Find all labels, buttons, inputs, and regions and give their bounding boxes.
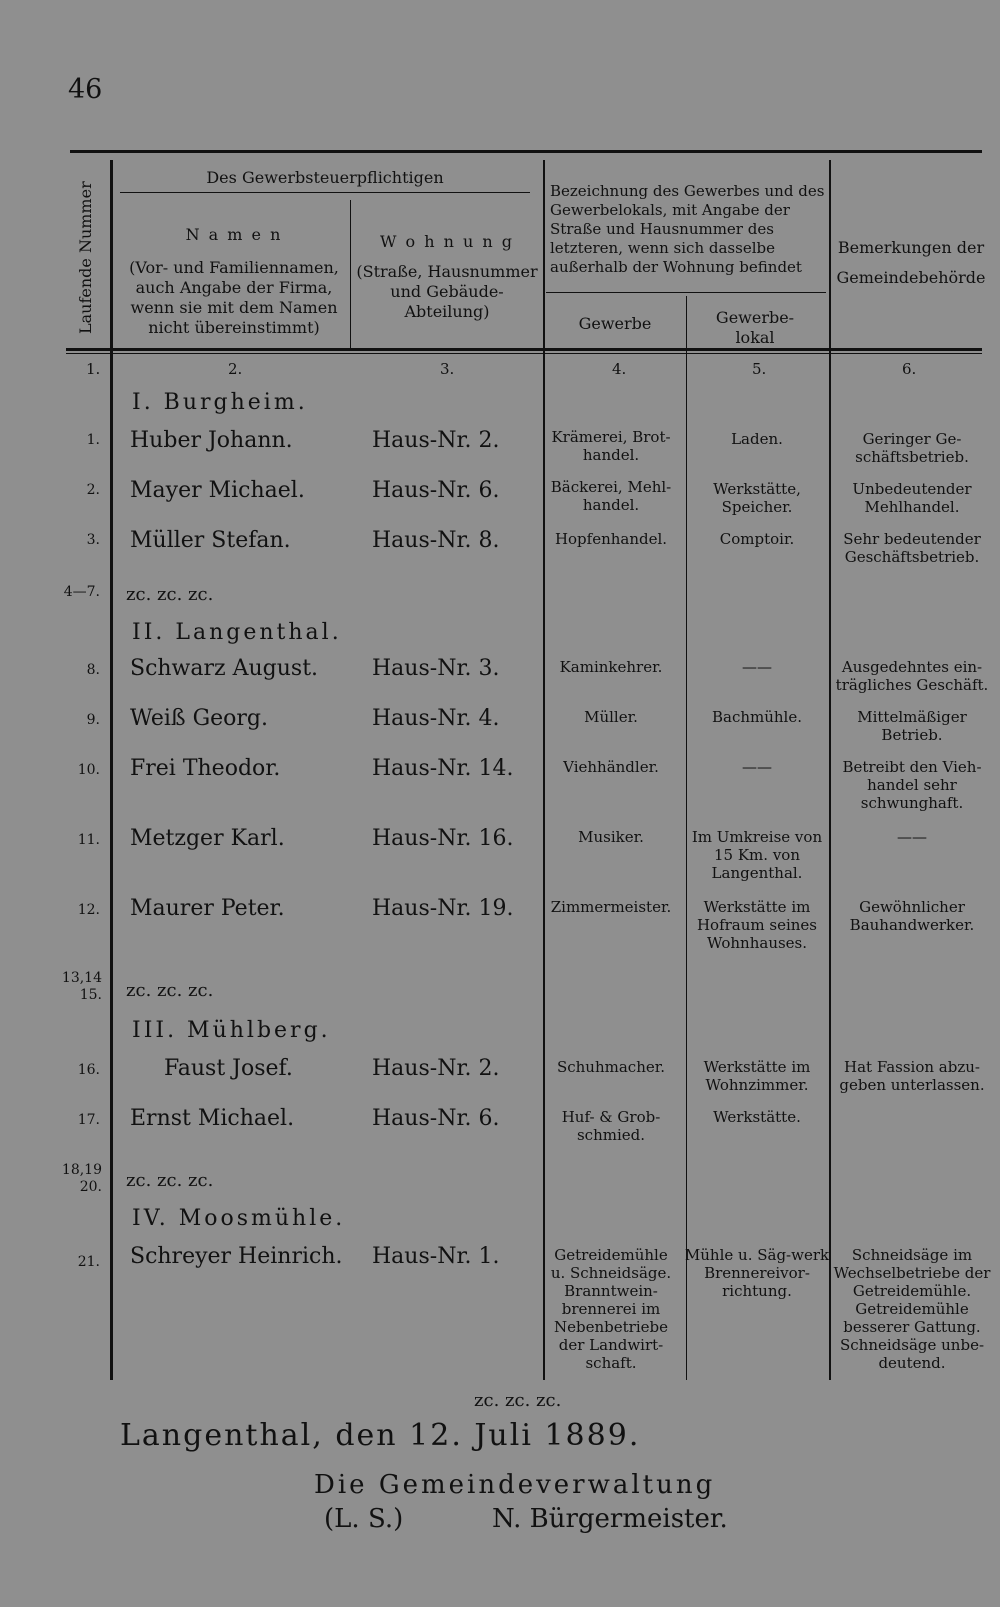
etc-marker: zc. zc. zc.: [126, 980, 214, 1001]
row-number: 3.: [86, 532, 100, 548]
premises-cell: Comptoir.: [719, 530, 795, 548]
trade-cell: Bäckerei, Mehl-handel.: [550, 478, 672, 514]
signer: N. Bürgermeister.: [492, 1504, 728, 1534]
trade-cell: Hopfenhandel.: [554, 530, 668, 548]
premises-cell: Werkstätte, Speicher.: [713, 480, 801, 516]
row-number: 18,19 20.: [61, 1162, 102, 1195]
premises-cell: ——: [742, 658, 772, 676]
name-cell: Schreyer Heinrich.: [130, 1244, 343, 1269]
remarks-cell: Gewöhnlicher Bauhandwerker.: [849, 898, 975, 934]
premises-cell: Werkstätte im Hofraum seines Wohnhauses.: [696, 898, 818, 952]
col2-subtitle: (Vor- und Familiennamen, auch Angabe der Firma, wenn sie mit dem Namen nicht übereinstimmt): [129, 258, 339, 337]
name-cell: Weiß Georg.: [130, 706, 268, 731]
group-rule: [120, 192, 530, 193]
name-cell: Ernst Michael.: [130, 1106, 295, 1131]
group-title: Des Gewerbsteuerpflichtigen: [206, 168, 444, 187]
row-number: 8.: [86, 662, 100, 678]
name-cell: Müller Stefan.: [130, 528, 291, 553]
trade-cell: Viehhändler.: [563, 758, 659, 776]
row-number: 16.: [77, 1062, 100, 1078]
address-cell: Haus-Nr. 2.: [372, 1056, 500, 1081]
address-cell: Haus-Nr. 4.: [372, 706, 500, 731]
remarks-cell: ——: [897, 828, 927, 846]
column-number-3: 3.: [440, 360, 455, 378]
trade-cell: Zimmermeister.: [550, 898, 672, 916]
row-number: 11.: [77, 832, 100, 848]
name-cell: Mayer Michael.: [130, 478, 305, 503]
row-number: 10.: [77, 762, 100, 778]
trade-cell: Musiker.: [578, 828, 644, 846]
name-cell: Maurer Peter.: [130, 896, 285, 921]
address-cell: Haus-Nr. 2.: [372, 428, 500, 453]
address-cell: Haus-Nr. 1.: [372, 1244, 500, 1269]
name-cell: Frei Theodor.: [130, 756, 281, 781]
row-number: 1.: [86, 432, 100, 448]
col4-title: Gewerbe: [578, 314, 652, 333]
address-cell: Haus-Nr. 3.: [372, 656, 500, 681]
page-number: 46: [68, 74, 103, 105]
etc-marker: zc. zc. zc.: [474, 1390, 562, 1411]
col1-header: Laufende Nummer: [76, 181, 95, 335]
column-number-4: 4.: [612, 360, 627, 378]
section-title: II. Langenthal.: [132, 620, 342, 645]
column-number-5: 5.: [752, 360, 767, 378]
col-divider-3: [543, 160, 545, 1380]
col6-title: Bemerkungen der Gemeindebehörde: [836, 238, 986, 287]
column-number-1: 1.: [86, 360, 101, 378]
row-number: 4—7.: [63, 584, 100, 600]
header-bottom-rule-2: [66, 353, 982, 354]
address-cell: Haus-Nr. 6.: [372, 478, 500, 503]
remarks-cell: Sehr bedeutender Geschäftsbetrieb.: [843, 530, 981, 566]
row-number: 17.: [77, 1112, 100, 1128]
row-number: 2.: [86, 482, 100, 498]
authority: Die Gemeindeverwaltung: [314, 1470, 716, 1500]
column-number-6: 6.: [902, 360, 917, 378]
col3-subtitle: (Straße, Hausnummer und Gebäude-Abteilung): [356, 262, 538, 321]
place-date: Langenthal, den 12. Juli 1889.: [120, 1418, 641, 1453]
premises-cell: Bachmühle.: [711, 708, 802, 726]
trade-cell: Müller.: [584, 708, 638, 726]
section-title: III. Mühlberg.: [132, 1018, 331, 1043]
address-cell: Haus-Nr. 14.: [372, 756, 514, 781]
table-top-rule: [70, 150, 982, 153]
row-number: 21.: [77, 1254, 100, 1270]
col45-title: Bezeichnung des Gewerbes und des Gewerbelokals, mit Angabe der Straße und Hausnummer des letzteren, wenn sich dasselbe außerhalb der Wohnung befindet: [550, 182, 825, 276]
remarks-cell: Mittelmäßiger Betrieb.: [857, 708, 967, 744]
name-cell: Schwarz August.: [130, 656, 319, 681]
address-cell: Haus-Nr. 16.: [372, 826, 514, 851]
premises-cell: Werkstätte.: [713, 1108, 801, 1126]
premises-cell: Werkstätte im Wohnzimmer.: [703, 1058, 811, 1094]
name-cell: Huber Johann.: [130, 428, 293, 453]
col-divider-2: [350, 200, 351, 350]
remarks-cell: Hat Fassion abzu-geben unterlassen.: [839, 1058, 985, 1094]
row-number: 13,14 15.: [61, 970, 102, 1003]
col-divider-1: [110, 160, 113, 1380]
remarks-cell: Betreibt den Vieh-handel sehr schwunghaft.: [842, 758, 982, 812]
subgroup-rule: [546, 292, 826, 293]
trade-cell: Kaminkehrer.: [559, 658, 663, 676]
premises-cell: ——: [742, 758, 772, 776]
col3-title: W o h n u n g: [379, 232, 515, 251]
remarks-cell: Ausgedehntes ein-trägliches Geschäft.: [835, 658, 989, 694]
trade-cell: Huf- & Grob-schmied.: [561, 1108, 661, 1144]
remarks-cell: Schneidsäge im Wechselbetriebe der Getreidemühle. Getreidemühle besserer Gattung. Schneidsäge unbe-deutend.: [833, 1246, 991, 1372]
remarks-cell: Geringer Ge-schäftsbetrieb.: [855, 430, 969, 466]
trade-cell: Schuhmacher.: [556, 1058, 666, 1076]
premises-cell: Mühle u. Säg-werk Brennereivor-richtung.: [684, 1246, 830, 1300]
etc-marker: zc. zc. zc.: [126, 1170, 214, 1191]
section-title: IV. Moosmühle.: [132, 1206, 346, 1231]
trade-cell: Getreidemühle u. Schneidsäge. Branntwein-brennerei im Nebenbetriebe der Landwirt-schaft.: [550, 1246, 672, 1372]
seal-mark: (L. S.): [324, 1504, 404, 1534]
col2-title: N a m e n: [185, 225, 283, 244]
section-title: I. Burgheim.: [132, 390, 308, 415]
remarks-cell: Unbedeutender Mehlhandel.: [852, 480, 972, 516]
col5-title: Gewerbe-lokal: [715, 308, 795, 347]
address-cell: Haus-Nr. 6.: [372, 1106, 500, 1131]
etc-marker: zc. zc. zc.: [126, 584, 214, 605]
column-number-2: 2.: [228, 360, 243, 378]
address-cell: Haus-Nr. 8.: [372, 528, 500, 553]
address-cell: Haus-Nr. 19.: [372, 896, 514, 921]
row-number: 12.: [77, 902, 100, 918]
name-cell: Metzger Karl.: [130, 826, 285, 851]
trade-cell: Krämerei, Brot-handel.: [551, 428, 671, 464]
premises-cell: Im Umkreise von 15 Km. von Langenthal.: [691, 828, 823, 882]
premises-cell: Laden.: [731, 430, 783, 448]
name-cell: Faust Josef.: [164, 1056, 293, 1081]
row-number: 9.: [86, 712, 100, 728]
header-bottom-rule: [66, 348, 982, 351]
